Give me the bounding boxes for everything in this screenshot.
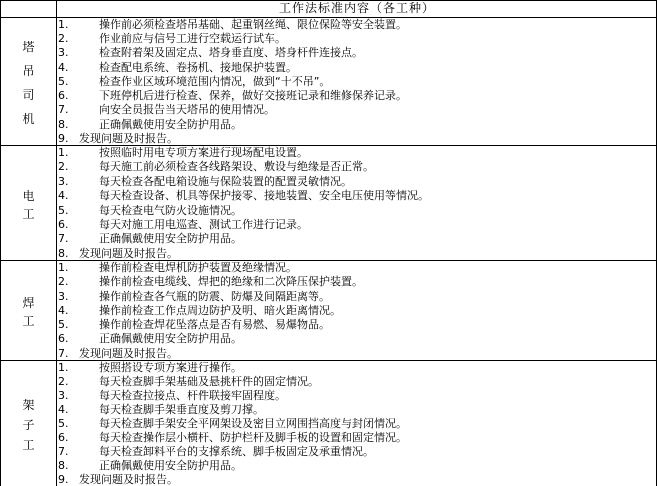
item-text: 发现问题及时报告。: [79, 131, 178, 145]
item-text: 向安全员报告当天塔吊的使用情况。: [99, 103, 275, 117]
role-label: [0, 145, 57, 260]
item-number: 2.: [58, 32, 69, 46]
item-number: 2.: [58, 160, 69, 174]
item-number: 8.: [58, 117, 69, 131]
role-label: [0, 360, 57, 486]
item-text: 每天检查电气防火设施情况。: [99, 203, 242, 217]
role-label-char: 焊: [22, 296, 35, 310]
item-text: 每天对施工用电巡查、测试工作进行记录。: [99, 217, 308, 231]
item-number: 7.: [58, 103, 69, 117]
item-text: 每天检查脚手架安全平网架设及密目立网围挡高度与封闭情况。: [99, 417, 407, 430]
item-number: 7.: [58, 445, 69, 458]
role-label-char: 工: [22, 438, 35, 452]
item-text: 每天检查拉接点、杆件联接牢固程度。: [99, 389, 286, 402]
item-number: 4.: [58, 189, 69, 203]
item-text: 每天检查各配电箱设施与保险装置的配置灵敏情况。: [99, 174, 352, 188]
item-number: 6.: [58, 431, 69, 444]
role-label-char: 工: [22, 206, 35, 221]
item-number: 1.: [58, 18, 69, 31]
item-number: 9.: [58, 473, 69, 486]
item-text: 发现问题及时报告。: [79, 473, 178, 486]
item-text: 检查配电系统、卷扬机、接地保护装置。: [99, 60, 297, 74]
item-text: 正确佩戴使用安全防护用品。: [99, 332, 242, 346]
item-text: 按照临时用电专项方案进行现场配电设置。: [99, 146, 308, 159]
item-number: 8.: [58, 459, 69, 472]
role-label-char: 工: [22, 314, 35, 328]
item-number: 3.: [58, 46, 69, 60]
item-text: 正确佩戴使用安全防护用品。: [99, 232, 242, 246]
item-number: 7.: [58, 346, 69, 360]
role-label-char: 司: [22, 88, 35, 102]
item-text: 每天检查脚手架垂直度及剪刀撑。: [99, 403, 264, 416]
item-number: 1.: [58, 261, 69, 274]
role-label: [0, 17, 57, 145]
item-text: 操作前检查工作点周边防护及明、暗火距离情况。: [99, 303, 341, 317]
item-text: 正确佩戴使用安全防护用品。: [99, 459, 242, 472]
item-number: 5.: [58, 417, 69, 430]
role-label-char: 塔: [22, 40, 35, 54]
item-text: 每天施工前必须检查各线路架设、敷设与绝缘是否正常。: [99, 160, 374, 174]
item-number: 3.: [58, 389, 69, 402]
role-label-char: 子: [22, 418, 35, 432]
item-number: 7.: [58, 232, 69, 246]
item-text: 操作前必须检查塔吊基础、起重钢丝绳、限位保险等安全装置。: [99, 18, 407, 31]
item-text: 每天检查脚手架基础及悬挑杆件的固定情况。: [99, 375, 319, 388]
item-number: 8.: [58, 246, 69, 260]
item-text: 每天检查操作层小横杆、防护栏杆及脚手板的设置和固定情况。: [99, 431, 407, 444]
item-number: 5.: [58, 74, 69, 88]
item-text: 作业前应与信号工进行空载运行试车。: [99, 32, 286, 46]
item-number: 3.: [58, 289, 69, 303]
item-text: 每天检查设备、机具等保护接零、接地装置、安全电压使用等情况。: [99, 189, 429, 203]
item-text: 操作前检查电缆线、焊把的绝缘和二次降压保护装置。: [99, 275, 363, 289]
item-text: 按照搭设专项方案进行操作。: [99, 361, 242, 374]
item-text: 发现问题及时报告。: [79, 346, 178, 360]
item-text: 操作前检查焊花坠落点是否有易燃、易爆物品。: [99, 318, 330, 332]
item-number: 6.: [58, 89, 69, 103]
item-text: 正确佩戴使用安全防护用品。: [99, 117, 242, 131]
item-number: 9.: [58, 131, 69, 145]
item-number: 4.: [58, 60, 69, 74]
item-number: 4.: [58, 403, 69, 416]
table-header-title: 工作法标准内容（各工种）: [278, 1, 435, 15]
item-number: 6.: [58, 217, 69, 231]
item-text: 检查作业区域环境范围内情况，做到“十不吊”。: [99, 74, 331, 88]
item-number: 2.: [58, 375, 69, 388]
role-label-char: 吊: [22, 64, 35, 78]
item-text: 检查附着架及固定点、塔身垂直度、塔身杆件连接点。: [99, 46, 363, 60]
item-number: 6.: [58, 332, 69, 346]
role-label-char: 机: [22, 112, 35, 126]
item-number: 4.: [58, 303, 69, 317]
item-text: 操作前检查各气瓶的防震、防爆及间隔距离等。: [99, 289, 330, 303]
item-text: 下班停机后进行检查、保养，做好交接班记录和维修保养记录。: [99, 89, 407, 103]
item-number: 5.: [58, 203, 69, 217]
item-number: 1.: [58, 146, 69, 159]
table-border-top: [0, 0, 657, 1]
item-text: 操作前检查电焊机防护装置及绝缘情况。: [99, 261, 297, 274]
item-number: 5.: [58, 318, 69, 332]
item-number: 1.: [58, 361, 69, 374]
role-label-char: 电: [22, 188, 35, 203]
item-number: 2.: [58, 275, 69, 289]
item-text: 发现问题及时报告。: [79, 246, 178, 260]
item-number: 3.: [58, 174, 69, 188]
role-label-char: 架: [22, 398, 35, 412]
item-text: 每天检查卸料平台的支撑系统、脚手板固定及承重情况。: [99, 445, 374, 458]
role-label: [0, 260, 57, 360]
